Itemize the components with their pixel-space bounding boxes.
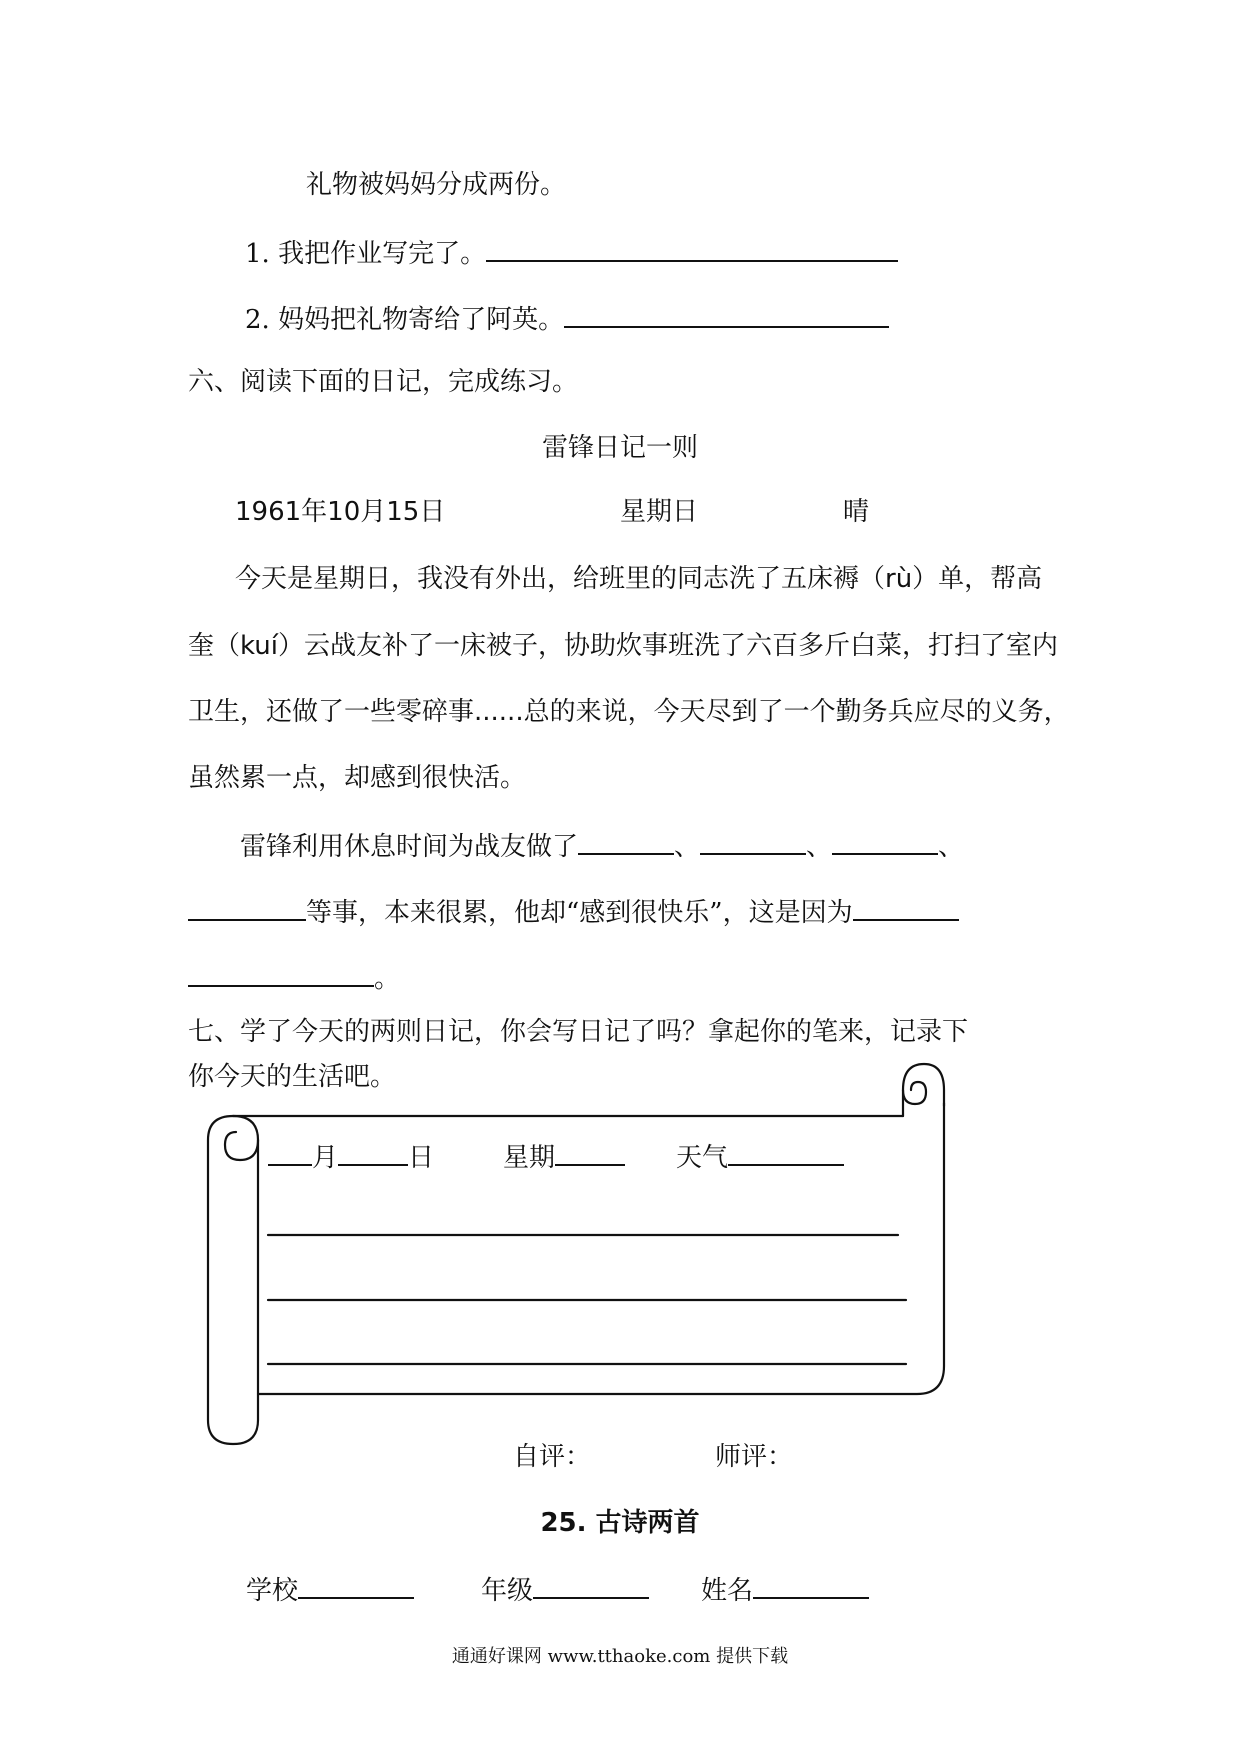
exercise-text-1: 雷锋利用休息时间为战友做了	[240, 832, 579, 862]
day-label: 日	[408, 1143, 435, 1173]
school-field	[246, 1573, 414, 1607]
diary-paragraph-line-3: 卫生，还做了一些零碎事......总的来说，今天尽到了一个勤务兵应尽的义务，	[188, 697, 1070, 727]
name-label: 姓名	[701, 1576, 754, 1606]
separator: 、	[674, 832, 701, 862]
grade-blank[interactable]	[533, 1573, 649, 1599]
separator: 、	[938, 832, 965, 862]
scroll-date-row	[268, 1140, 434, 1174]
footer-credit: 通通好课网 www.tthaoke.com 提供下载	[451, 1646, 789, 1667]
diary-date: 1961年10月15日	[235, 497, 446, 527]
diary-title: 雷锋日记一则	[541, 433, 698, 463]
question-1-text: 1. 我把作业写完了。	[245, 239, 487, 269]
example-sentence: 礼物被妈妈分成两份。	[306, 170, 567, 200]
section-7-heading-line-1: 七、学了今天的两则日记，你会写日记了吗？拿起你的笔来，记录下	[188, 1017, 969, 1047]
grade-field	[481, 1573, 649, 1607]
day-blank[interactable]	[338, 1140, 408, 1166]
month-label: 月	[312, 1143, 339, 1173]
scroll-top-curl	[903, 1064, 944, 1116]
grade-label: 年级	[481, 1576, 534, 1606]
separator: 、	[806, 832, 833, 862]
diary-paragraph-line-2: 奎（kuí）云战友补了一床被子，协助炊事班洗了六百多斤白菜，打扫了室内	[188, 631, 1058, 661]
diary-paragraph-line-4: 虽然累一点，却感到很快活。	[188, 763, 527, 793]
scroll-left-curl	[225, 1116, 258, 1160]
month-blank[interactable]	[268, 1140, 312, 1166]
name-blank[interactable]	[753, 1573, 869, 1599]
period: 。	[374, 964, 401, 994]
school-label: 学校	[246, 1576, 299, 1606]
self-evaluation-label: 自评：	[513, 1442, 592, 1472]
weather-blank[interactable]	[728, 1140, 844, 1166]
diary-weather: 晴	[843, 497, 870, 527]
scroll-weekday-row	[503, 1140, 625, 1174]
weekday-blank[interactable]	[555, 1140, 625, 1166]
diary-weekday: 星期日	[620, 497, 699, 527]
section-7-heading-line-2: 你今天的生活吧。	[188, 1062, 397, 1092]
question-2-text: 2. 妈妈把礼物寄给了阿英。	[245, 305, 565, 335]
teacher-evaluation-label: 师评：	[715, 1442, 794, 1472]
scroll-weather-row	[676, 1140, 844, 1174]
name-field	[701, 1573, 869, 1607]
weather-label: 天气	[676, 1143, 729, 1173]
section-6-heading: 六、阅读下面的日记，完成练习。	[188, 367, 579, 397]
scroll-left-roll	[208, 1116, 258, 1444]
diary-paragraph-line-1: 今天是星期日，我没有外出，给班里的同志洗了五床褥（rù）单，帮高	[235, 564, 1043, 594]
scroll-top-curl-inner	[903, 1082, 926, 1104]
lesson-title: 25. 古诗两首	[540, 1508, 700, 1538]
weekday-label: 星期	[503, 1143, 556, 1173]
school-blank[interactable]	[298, 1573, 414, 1599]
exercise-text-2: 等事，本来很累，他却“感到很快乐”，这是因为	[306, 898, 853, 928]
